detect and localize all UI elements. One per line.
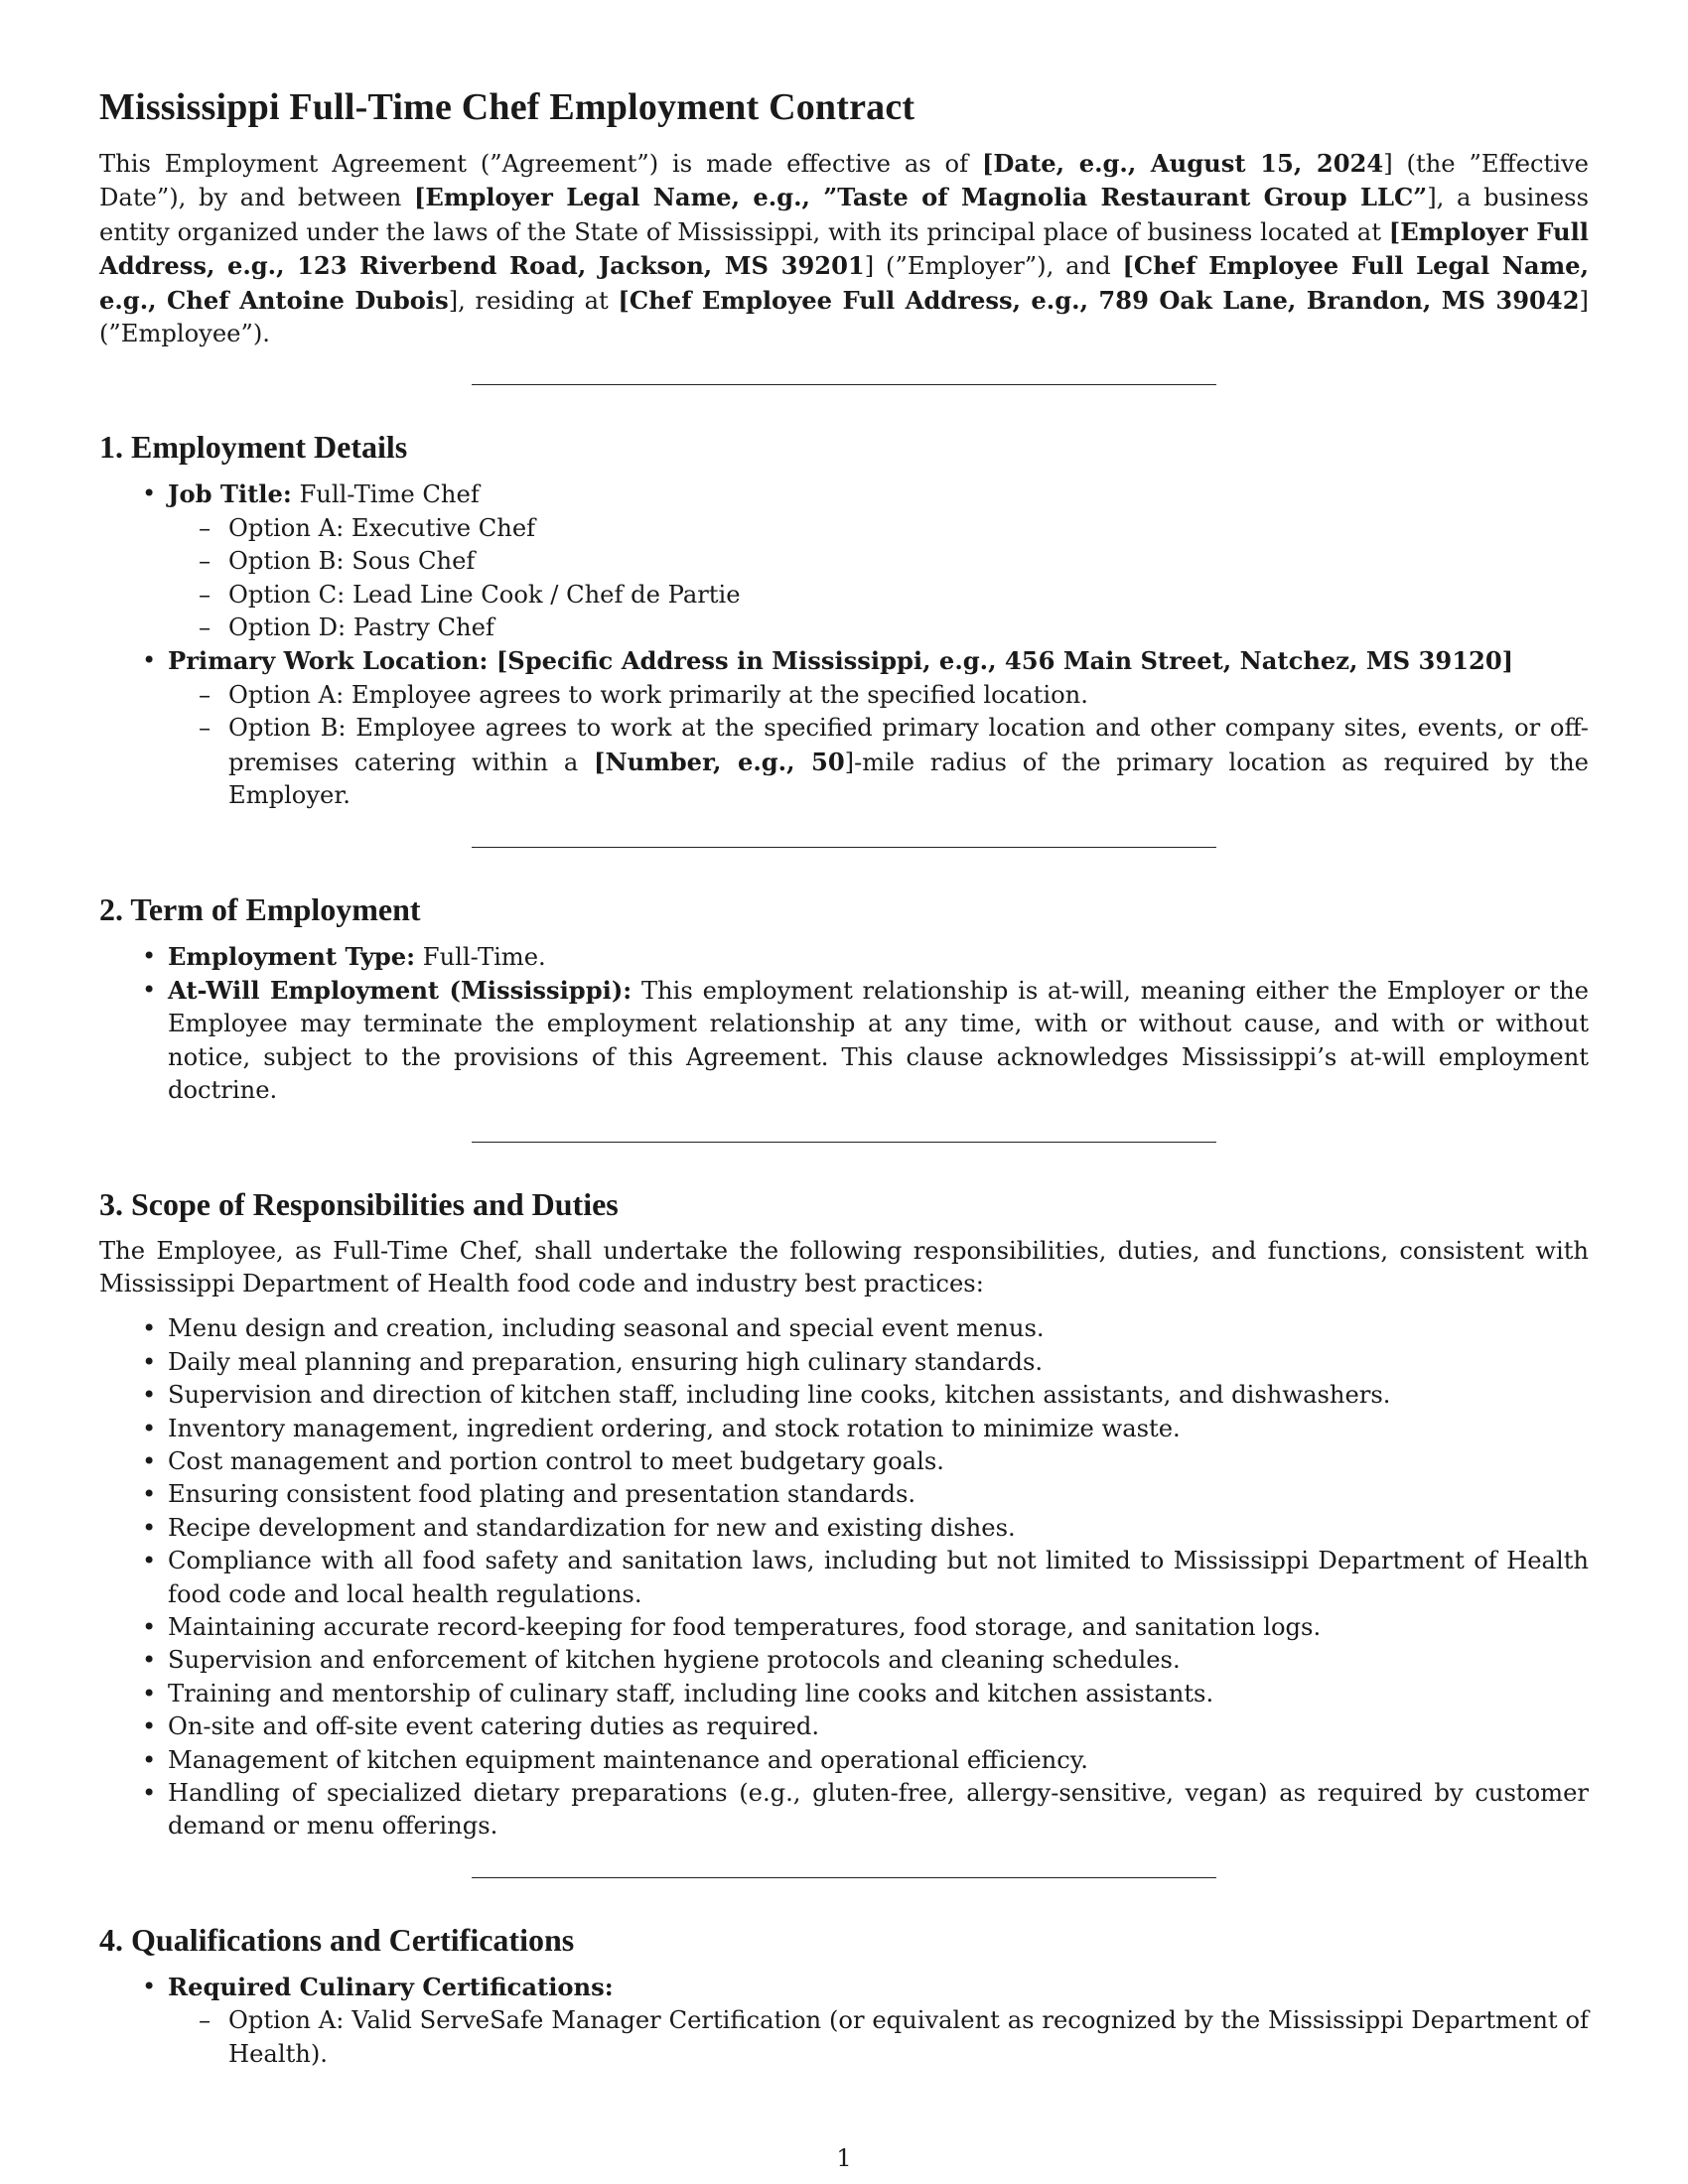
section-heading-employment-details: 1. Employment Details [99, 429, 408, 466]
intro-text: ], a business entity organized under the laws of the State of Mississippi, with its principal place of business located at [99, 184, 1589, 246]
job-title-label: Job Title: [168, 479, 292, 509]
option-text: Option B: Employee agrees to work at the specified primary location and other company sites, events, or off-premises catering within a [228, 714, 1589, 776]
certification-options [168, 2004, 1589, 2071]
list-item: • Cost management and portion control to meet budgetary goals. [99, 1445, 1589, 1478]
effective-date-placeholder: [Date, e.g., August 15, 2024 [981, 149, 1384, 178]
employment-type-label: Employment Type: [168, 941, 416, 971]
job-title-options [168, 512, 1589, 645]
certifications-label: Required Culinary Certifications: [168, 1972, 614, 2001]
section-divider [472, 1142, 1216, 1143]
work-location-placeholder: [Specific Address in Mississippi, e.g., 456 Main Street, Natchez, MS 39120] [495, 646, 1514, 676]
list-item: • Maintaining accurate record-keeping for food temperatures, food storage, and sanitation logs. [99, 1611, 1589, 1644]
document-page [99, 85, 1589, 2071]
list-item: – Option B: Sous Chef [168, 545, 1589, 578]
intro-text: ], residing at [448, 286, 619, 315]
list-item-at-will [99, 974, 1589, 1108]
list-item: – Option A: Executive Chef [168, 512, 1589, 545]
section-heading-qualifications: 4. Qualifications and Certifications [99, 1921, 575, 1958]
list-item: – Option C: Lead Line Cook / Chef de Partie [168, 579, 1589, 612]
list-item: • Daily meal planning and preparation, ensuring high culinary standards. [99, 1346, 1589, 1379]
section-divider [472, 384, 1216, 385]
list-item: – Option A: Valid ServeSafe Manager Certification (or equivalent as recognized by the Mississippi Department of Health). [168, 2004, 1589, 2071]
qualifications-list [99, 1971, 1589, 2071]
employment-details-list [99, 478, 1589, 812]
employment-type-value: Full-Time. [415, 942, 546, 971]
responsibilities-list [99, 1312, 1589, 1843]
intro-text: ] (”Employer”), and [864, 252, 1123, 281]
list-item: • Supervision and enforcement of kitchen hygiene protocols and cleaning schedules. [99, 1644, 1589, 1677]
section-heading-responsibilities: 3. Scope of Responsibilities and Duties [99, 1185, 619, 1222]
option-text: ]-mile radius of the primary location as required by the Employer. [228, 748, 1589, 810]
list-item: • Menu design and creation, including seasonal and special event menus. [99, 1312, 1589, 1345]
employer-address-placeholder: [Employer Full Address, e.g., 123 Riverbend Road, Jackson, MS 39201 [99, 216, 1589, 281]
list-item: • Supervision and direction of kitchen staff, including line cooks, kitchen assistants, and dishwashers. [99, 1379, 1589, 1412]
list-item [168, 712, 1589, 812]
section-divider [472, 1877, 1216, 1878]
document-title: Mississippi Full-Time Chef Employment Contract [99, 86, 915, 128]
employee-name-placeholder: [Chef Employee Full Legal Name, e.g., Chef Antoine Dubois [99, 251, 1589, 315]
list-item: • Training and mentorship of culinary staff, including line cooks and kitchen assistants. [99, 1678, 1589, 1710]
at-will-label: At-Will Employment (Mississippi): [168, 975, 633, 1005]
work-location-options [168, 679, 1589, 813]
intro-text: ] (the ”Effective Date”), by and between [99, 150, 1589, 212]
term-list [99, 940, 1589, 1108]
section-divider [472, 847, 1216, 848]
at-will-text: This employment relationship is at-will, meaning either the Employer or the Employee may terminate the employment relationship at any time, with or without cause, and with or without notice, subject to the provisions of this Agreement. This clause acknowledges Mississippi’s at-will employment doctrine. [168, 976, 1589, 1105]
work-location-label: Primary Work Location: [168, 646, 496, 676]
list-item: – Option A: Employee agrees to work primarily at the specified location. [168, 679, 1589, 712]
employer-name-placeholder: [Employer Legal Name, e.g., ”Taste of Magnolia Restaurant Group LLC” [413, 183, 1428, 212]
list-item-certifications [99, 1971, 1589, 2071]
list-item: • Ensuring consistent food plating and presentation standards. [99, 1478, 1589, 1511]
intro-text: ] (”Employee”). [99, 286, 1589, 348]
page-number: 1 [836, 2144, 852, 2172]
list-item: • Recipe development and standardization for new and existing dishes. [99, 1512, 1589, 1545]
radius-placeholder: [Number, e.g., 50 [594, 747, 845, 776]
section-heading-term-of-employment: 2. Term of Employment [99, 890, 421, 927]
job-title-value: Full-Time Chef [291, 480, 480, 509]
list-item: • On-site and off-site event catering duties as required. [99, 1710, 1589, 1743]
list-item-work-location [99, 644, 1589, 812]
list-item: • Handling of specialized dietary preparations (e.g., gluten-free, allergy-sensitive, vegan) as required by customer demand or menu offerings. [99, 1777, 1589, 1843]
employee-address-placeholder: [Chef Employee Full Address, e.g., 789 Oak Lane, Brandon, MS 39042 [618, 285, 1580, 315]
intro-paragraph [99, 147, 1589, 350]
list-item: – Option D: Pastry Chef [168, 612, 1589, 644]
list-item-employment-type [99, 940, 1589, 974]
list-item: • Management of kitchen equipment maintenance and operational efficiency. [99, 1744, 1589, 1777]
list-item-job-title [99, 478, 1589, 644]
list-item: • Compliance with all food safety and sanitation laws, including but not limited to Mississippi Department of Health food code and local health regulations. [99, 1545, 1589, 1611]
list-item: • Inventory management, ingredient ordering, and stock rotation to minimize waste. [99, 1413, 1589, 1445]
responsibilities-intro: The Employee, as Full-Time Chef, shall undertake the following responsibilities, duties, and functions, consistent with Mississippi Department of Health food code and industry best practices: [99, 1236, 1589, 1297]
intro-text: This Employment Agreement (”Agreement”) is made effective as of [99, 150, 982, 178]
